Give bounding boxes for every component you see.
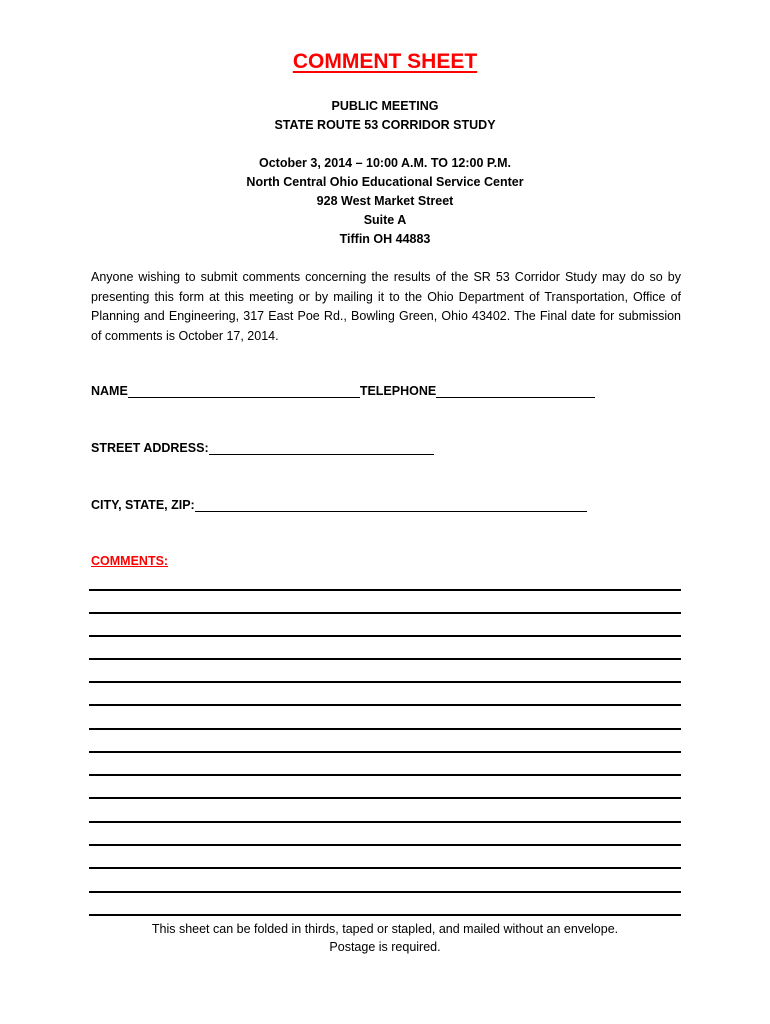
comment-line[interactable] [89,728,681,730]
postage-note: Postage is required. [329,940,441,954]
city-state-zip-label: CITY, STATE, ZIP: [91,498,195,512]
intro-paragraph: Anyone wishing to submit comments concerning the results of the SR 53 Corridor Study may do so by presenting this form at this meeting or by mailing it to the Ohio Department of Transportation, Office of Planning and Engineering, 317 East Poe Rd., Bowling Green, Ohio 43402. The Final date for submission of comments is October 17, 2014. [91,270,681,343]
comment-line[interactable] [89,589,681,591]
telephone-label: TELEPHONE [359,384,437,398]
meeting-date: October 3, 2014 – 10:00 A.M. TO 12:00 P.M. [259,156,511,170]
comment-line[interactable] [89,844,681,846]
comment-line[interactable] [89,658,681,660]
study-heading: STATE ROUTE 53 CORRIDOR STUDY [274,118,496,132]
comment-line[interactable] [89,751,681,753]
city-state-zip-field[interactable] [195,497,587,512]
comment-line[interactable] [89,774,681,776]
comment-line[interactable] [89,821,681,823]
meeting-venue: North Central Ohio Educational Service Center [246,175,524,189]
venue-suite: Suite A [363,213,407,227]
city-state-zip-row [91,494,587,512]
page-title: COMMENT SHEET [292,50,478,73]
venue-city: Tiffin OH 44883 [339,232,431,246]
comment-line[interactable] [89,891,681,893]
street-address-row [91,437,434,455]
comment-line[interactable] [89,681,681,683]
venue-street: 928 West Market Street [316,194,454,208]
mailing-instructions-line1: This sheet can be folded in thirds, taped or stapled, and mailed without an envelope. [151,922,619,936]
name-row [91,380,595,398]
name-field[interactable] [128,383,360,398]
comment-line[interactable] [89,867,681,869]
telephone-field[interactable] [436,383,595,398]
name-label: NAME [91,384,128,398]
comment-line[interactable] [89,914,681,916]
comment-line[interactable] [89,797,681,799]
comments-label: COMMENTS: [91,554,169,568]
street-address-field[interactable] [209,440,434,455]
comment-line[interactable] [89,635,681,637]
meeting-heading: PUBLIC MEETING [331,99,439,113]
mailing-instructions [0,920,770,956]
street-address-label: STREET ADDRESS: [91,441,209,455]
comment-line[interactable] [89,704,681,706]
comment-line[interactable] [89,612,681,614]
